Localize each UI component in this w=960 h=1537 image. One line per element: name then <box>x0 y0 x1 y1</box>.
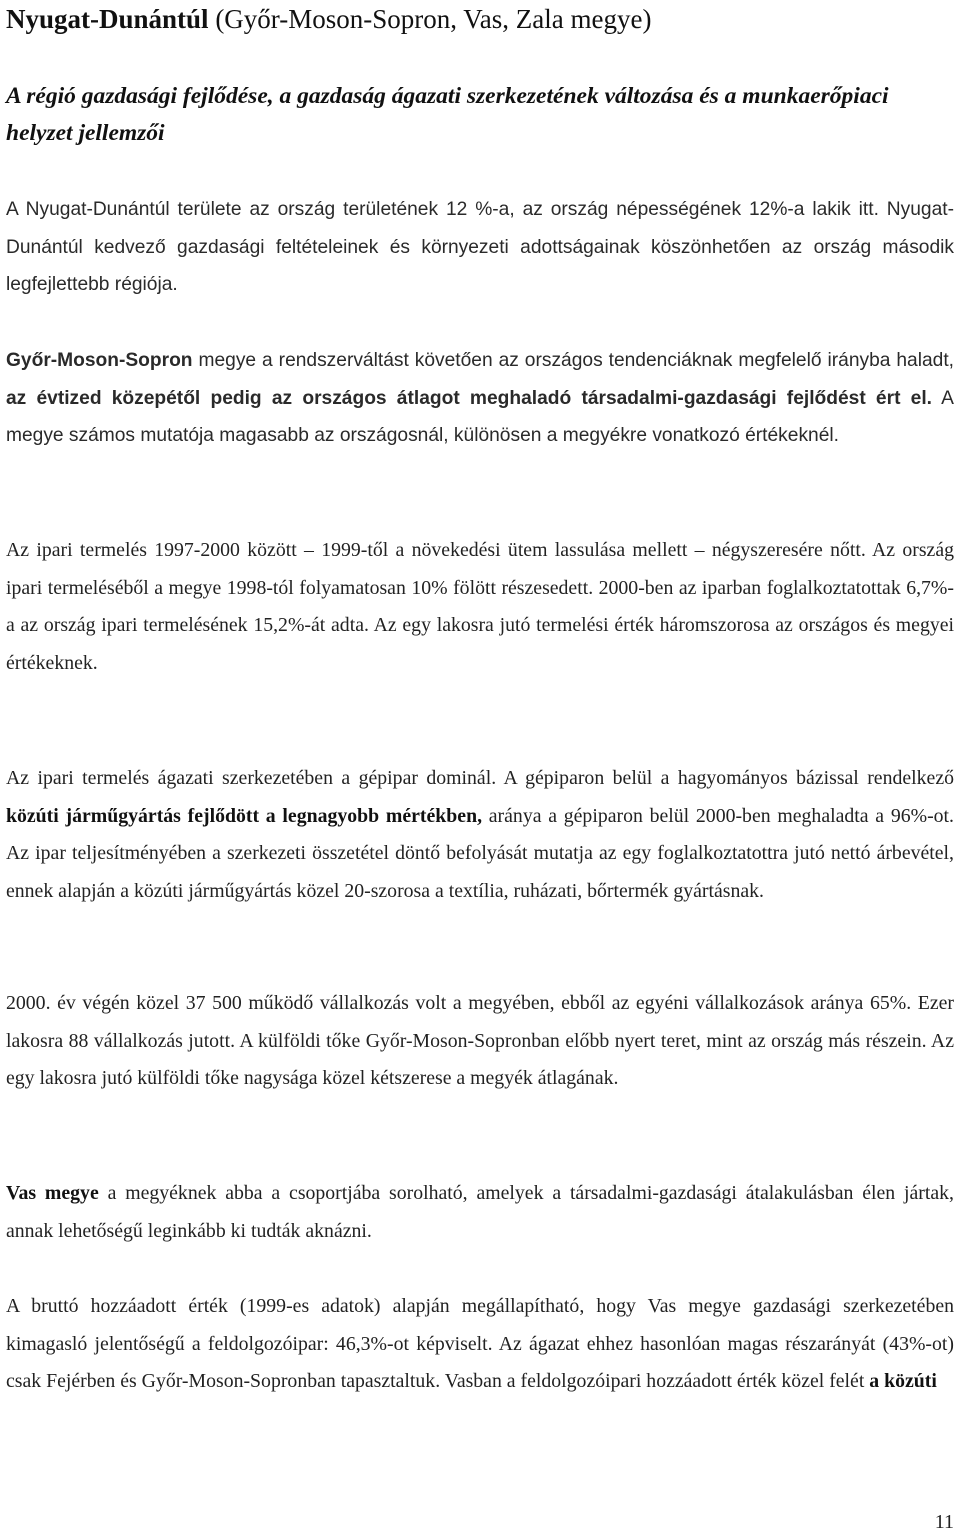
emphasis-bold: az évtized közepétől pedig az országos átlagot meghaladó társadalmi-gazdasági fejlődést ért el. <box>6 387 933 409</box>
section-subtitle: A régió gazdasági fejlődése, a gazdaság ágazati szerkezetének változása és a munkaerőpiaci helyzet jellemzői <box>6 83 889 146</box>
gross-value-added-paragraph <box>6 1288 954 1401</box>
page-title <box>6 2 651 36</box>
gyor-moson-sopron-paragraph <box>6 342 954 455</box>
county-name-bold: Vas megye <box>6 1182 99 1204</box>
industry-structure-paragraph <box>6 760 954 910</box>
emphasis-bold: közúti járműgyártás fejlődött a legnagyobb mértékben, <box>6 804 483 827</box>
paragraph-text: Az ipari termelés ágazati szerkezetében a gépipar dominál. A gépiparon belül a hagyományos bázissal rendelkező <box>6 767 954 789</box>
county-name-bold: Győr-Moson-Sopron <box>6 350 193 371</box>
paragraph-text: aránya a gépiparon belül 2000-ben meghaladta a 96%-ot. Az ipar teljesítményében a szerkezeti összetétel döntő befolyását mutatja az egy foglalkoztatottra jutó nettó árbevétel, ennek alapján a közúti járműgyártás közel 20-szorosa a textília, ruházati, bőrtermék gyártásnak. <box>6 804 954 902</box>
paragraph-text: a megyéknek abba a csoportjába sorolható, amelyek a társadalmi-gazdasági átalakulásban élen jártak, annak lehetőségű leginkább ki tudták aknázni. <box>6 1182 955 1242</box>
page-title-counties: (Győr-Moson-Sopron, Vas, Zala megye) <box>208 4 652 34</box>
emphasis-bold: a közúti <box>869 1370 937 1392</box>
vas-county-paragraph <box>6 1175 954 1250</box>
paragraph-text: A bruttó hozzáadott érték (1999-es adatok) alapján megállapítható, hogy Vas megye gazdasági szerkezetében kimagasló jelentőségű a feldolgozóipar: 46,3%-ot képviselt. Az ágazat ehhez hasonlóan magas részarányát (43%-ot) csak Fejérben és Győr-Moson-Sopronban tapasztaltuk. Vasban a feldolgozóipari hozzáadott érték közel felét <box>6 1295 954 1392</box>
paragraph-text: megye a rendszerváltást követően az országos tendenciáknak megfelelő irányba haladt, <box>192 350 954 371</box>
paragraph-text: A megye számos mutatója magasabb az országosnál, különösen a megyékre vonatkozó értékeknél. <box>6 387 954 446</box>
intro-paragraph: A Nyugat-Dunántúl területe az ország területének 12 %-a, az ország népességének 12%-a lakik itt. Nyugat-Dunántúl kedvező gazdasági feltételeinek és környezeti adottságainak köszönhetően az ország második legfejlettebb régiója. <box>6 199 954 295</box>
enterprises-paragraph: 2000. év végén közel 37 500 működő vállalkozás volt a megyében, ebből az egyéni vállalkozások aránya 65%. Ezer lakosra 88 vállalkozás jutott. A külföldi tőke Győr-Moson-Sopronban előbb nyert teret, mint az ország más részein. Az egy lakosra jutó külföldi tőke nagysága közel kétszerese a megyék átlagának. <box>6 992 954 1089</box>
page-title-region: Nyugat-Dunántúl <box>6 4 209 34</box>
industrial-production-paragraph: Az ipari termelés 1997-2000 között – 1999-től a növekedési ütem lassulása mellett – négyszeresére nőtt. Az ország ipari termeléséből a megye 1998-tól folyamatosan 10% fölött részesedett. 2000-ben az iparban foglalkoztatottak 6,7%-a az ország ipari termelésének 15,2%-át adta. Az egy lakosra jutó termelési érték háromszorosa az országos és megyei értékeknek. <box>6 539 954 674</box>
page-number: 11 <box>934 1511 954 1533</box>
